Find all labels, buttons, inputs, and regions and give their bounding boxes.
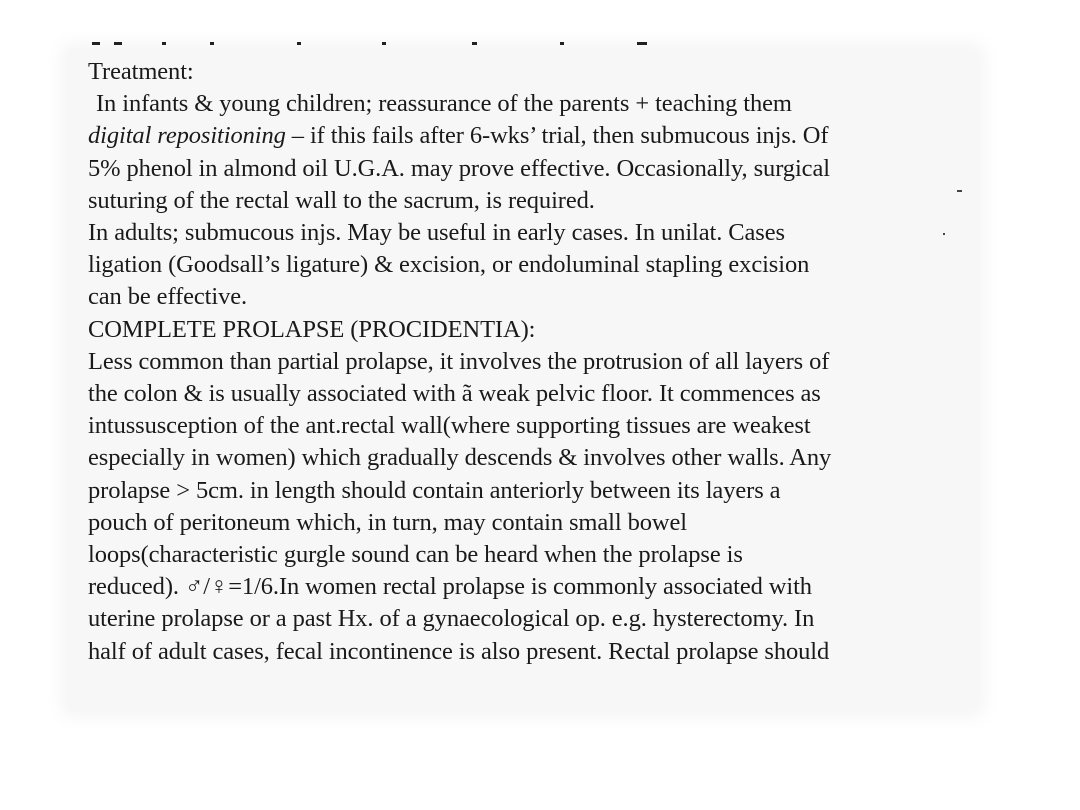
text-line: In infants & young children; reassurance of the parents + teaching them [96,90,792,118]
text-line: ligation (Goodsall’s ligature) & excision, or endoluminal stapling excision [88,251,810,279]
text-line: can be effective. [88,283,248,311]
text-line: intussusception of the ant.rectal wall(where supporting tissues are weakest [88,412,811,440]
text-line: prolapse > 5cm. in length should contain anteriorly between its layers a [88,476,781,504]
text-line: digital repositioning – if this fails after 6-wks’ trial, then submucous injs. Of [88,122,829,150]
cropped-text-line [92,38,652,52]
text-line: half of adult cases, fecal incontinence is also present. Rectal prolapse should [88,637,830,665]
scan-speck [957,190,962,192]
heading-treatment: Treatment: [88,58,194,85]
text-line: loops(characteristic gurgle sound can be heard when the prolapse is [88,541,743,569]
text-line: especially in women) which gradually descends & involves other walls. Any [88,444,832,472]
document-body [88,56,968,668]
text-line: 5% phenol in almond oil U.G.A. may prove effective. Occasionally, surgical [88,154,830,182]
scan-speck [943,233,945,235]
text-line: Less common than partial prolapse, it involves the protrusion of all layers of [88,347,830,375]
text-line: In adults; submucous injs. May be useful in early cases. In unilat. Cases [88,219,785,247]
text-line: reduced). ♂/♀=1/6.In women rectal prolapse is commonly associated with [88,573,812,601]
text-line: suturing of the rectal wall to the sacrum, is required. [88,186,595,214]
text-line: uterine prolapse or a past Hx. of a gynaecological op. e.g. hysterectomy. In [88,605,815,633]
text-line: pouch of peritoneum which, in turn, may contain small bowel [88,508,687,536]
italic-term: digital repositioning [88,122,286,150]
heading-complete-prolapse: COMPLETE PROLAPSE (PROCIDENTIA): [88,315,536,343]
text-line: the colon & is usually associated with ã weak pelvic floor. It commences as [88,380,821,408]
